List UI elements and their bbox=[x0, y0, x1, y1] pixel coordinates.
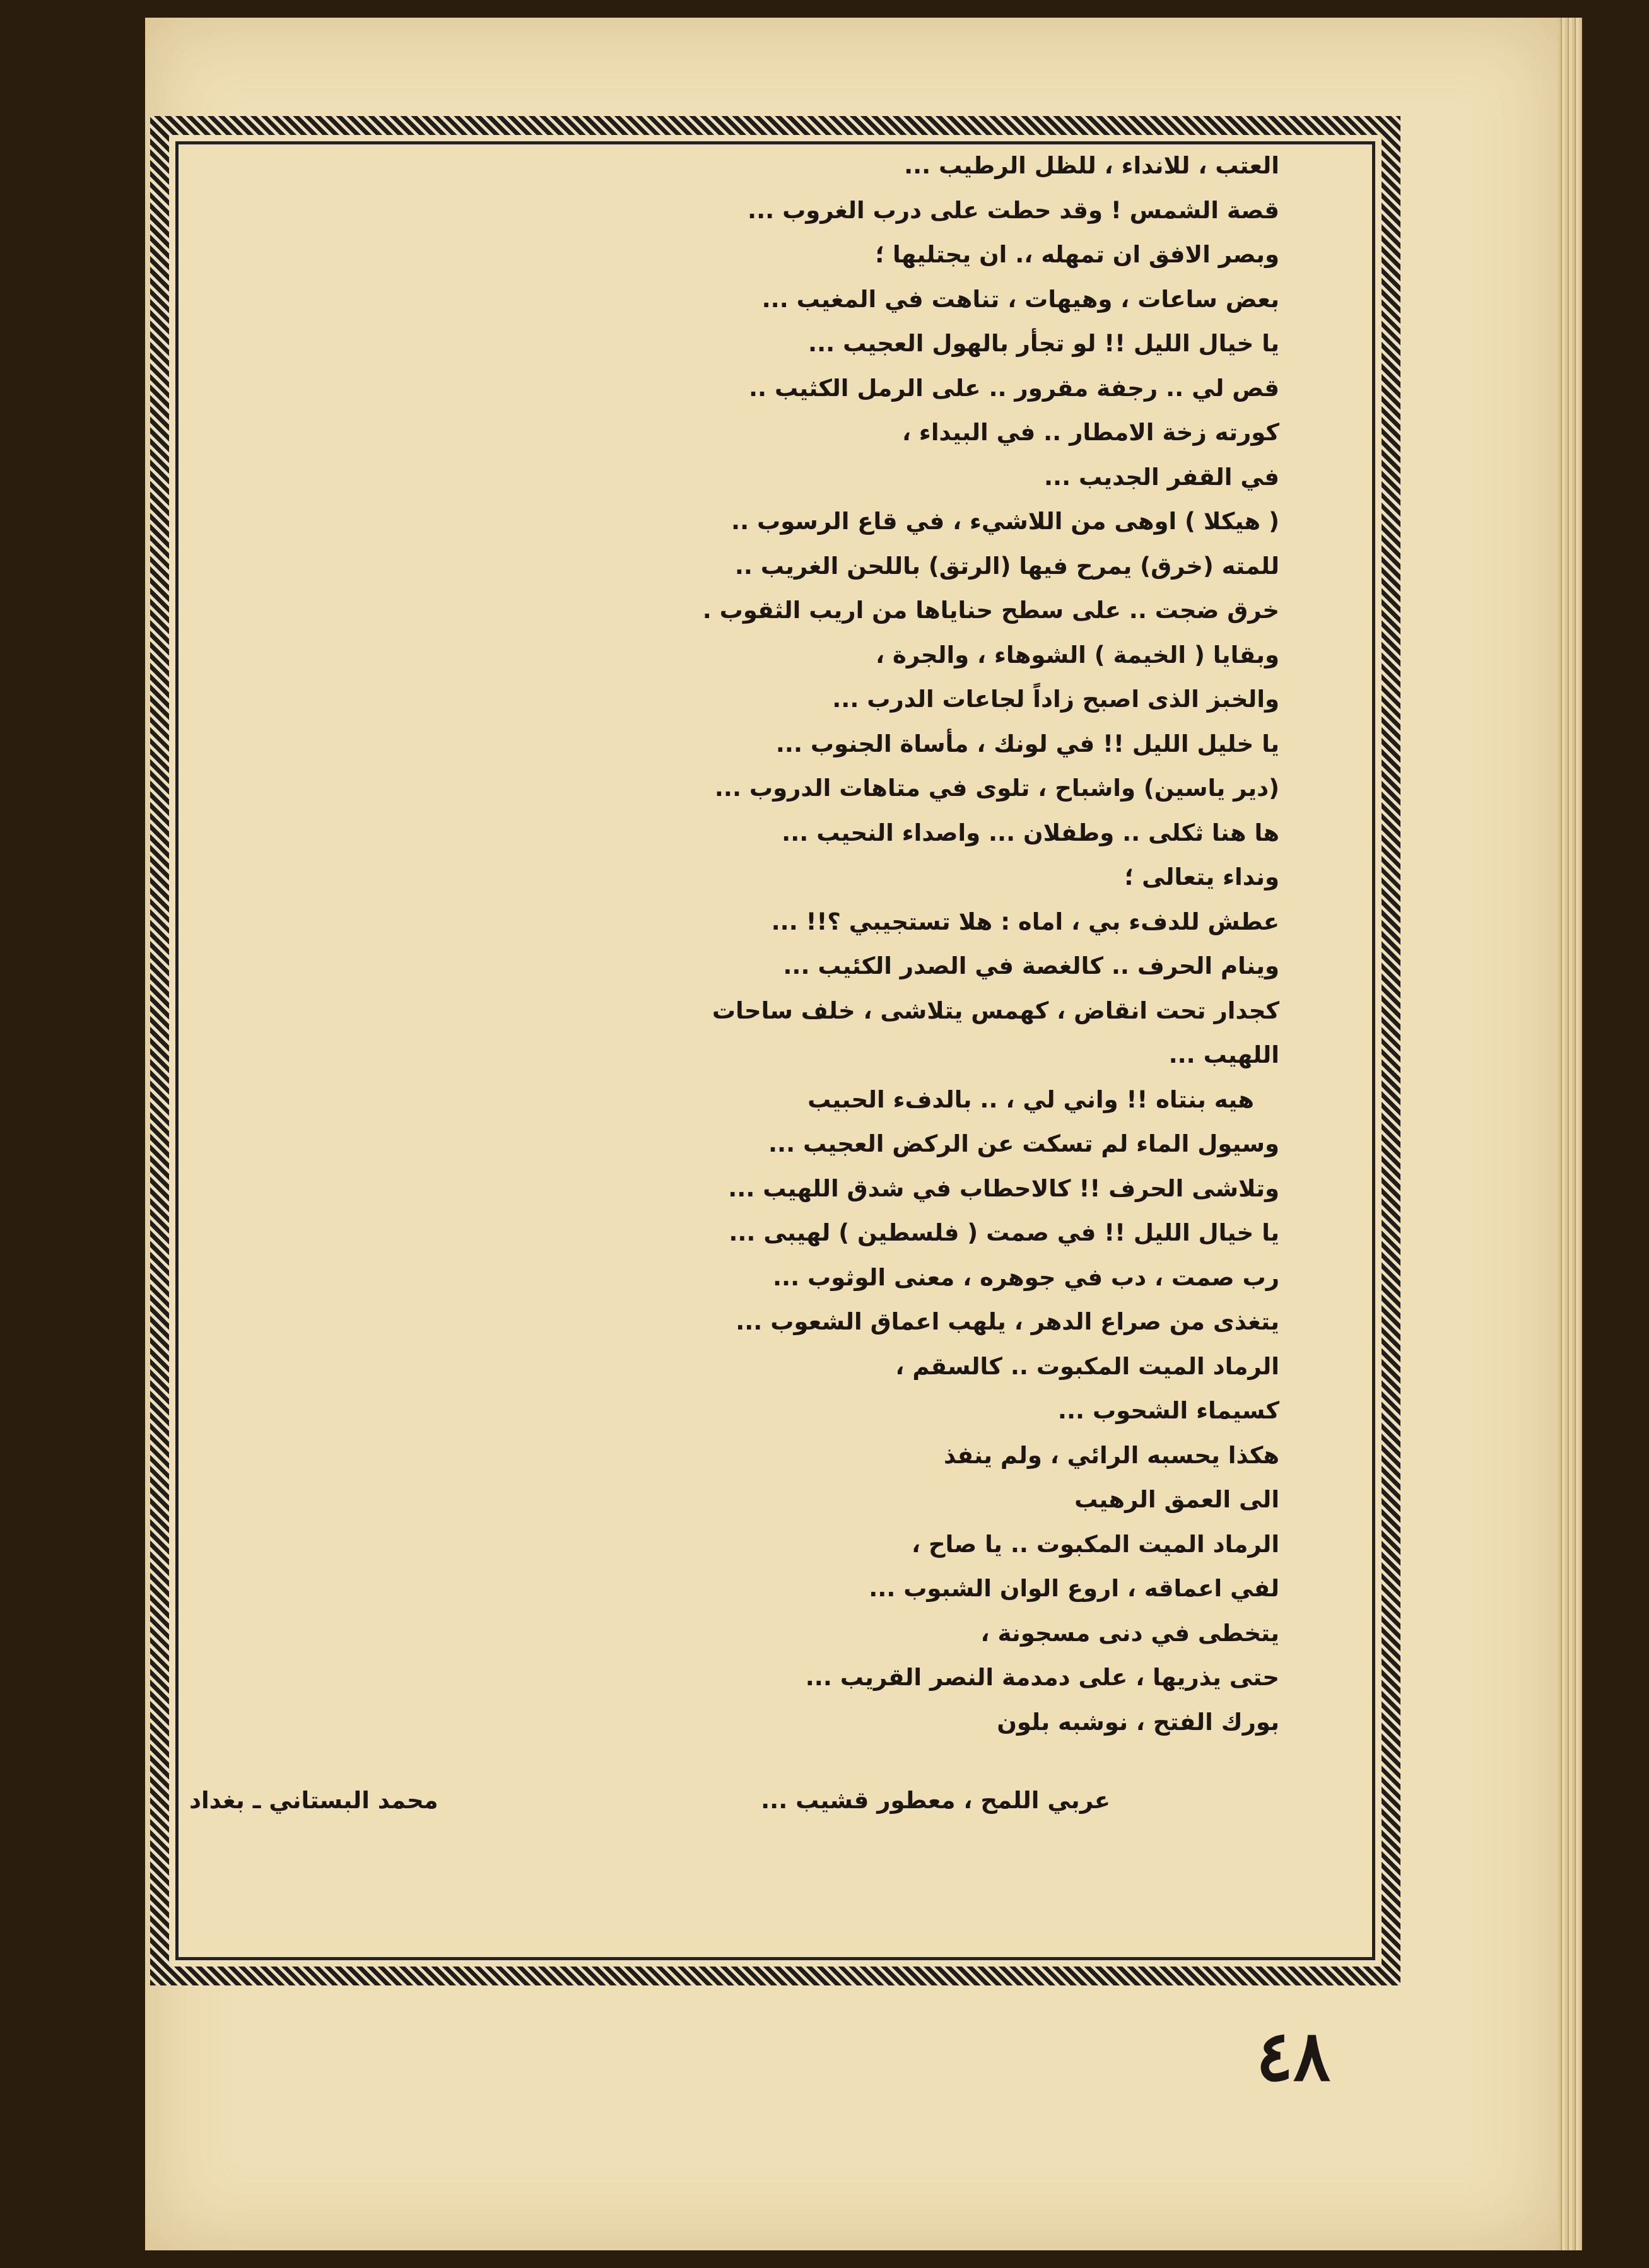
poem-line: يا خيال الليل !! لو تجأر بالهول العجيب ... bbox=[808, 330, 1279, 357]
poem-line: كسيماء الشحوب ... bbox=[1057, 1397, 1279, 1424]
poem-last-line: عربي اللمح ، معطور قشيب ... bbox=[761, 1787, 1110, 1814]
page-edges bbox=[1558, 18, 1582, 2250]
poem-line: وسيول الماء لم تسكت عن الركض العجيب ... bbox=[768, 1130, 1279, 1157]
poem-line: لفي اعماقه ، اروع الوان الشبوب ... bbox=[869, 1575, 1279, 1602]
poem-line: كورته زخة الامطار .. في البيداء ، bbox=[902, 419, 1279, 446]
poem-line: بورك الفتح ، نوشبه بلون bbox=[997, 1708, 1279, 1736]
poem-line: كجدار تحت انقاض ، كهمس يتلاشى ، خلف ساحات bbox=[712, 997, 1279, 1024]
poem-line: قصة الشمس ! وقد حطت على درب الغروب ... bbox=[748, 196, 1279, 224]
poem-line: ها هنا ثكلى .. وطفلان ... واصداء النحيب ... bbox=[782, 819, 1279, 846]
poem-line: للمته (خرق) يمرح فيها (الرتق) باللحن الغريب .. bbox=[734, 552, 1279, 580]
poem-line: بعض ساعات ، وهيهات ، تناهت في المغيب ... bbox=[761, 285, 1279, 313]
poem-line: عطش للدفء بي ، اماه : هلا تستجيبي ؟!! ... bbox=[771, 908, 1279, 935]
poem-line: هكذا يحسبه الرائي ، ولم ينفذ bbox=[944, 1441, 1279, 1469]
poem-line: وتلاشى الحرف !! كالاحطاب في شدق اللهيب ... bbox=[728, 1174, 1279, 1202]
poem-line: ونداء يتعالى ؛ bbox=[1124, 863, 1279, 891]
poem-line: ( هيكلا ) اوهى من اللاشيء ، في قاع الرسوب .. bbox=[731, 508, 1279, 535]
poem-line: الى العمق الرهيب bbox=[1074, 1486, 1279, 1513]
decorative-border bbox=[150, 116, 1400, 1985]
poem-line: حتى يذريها ، على دمدمة النصر القريب ... bbox=[805, 1664, 1279, 1691]
poem-line: خرق ضجت .. على سطح حناياها من اريب الثقوب . bbox=[702, 597, 1279, 624]
poem-line: في القفر الجديب ... bbox=[1044, 463, 1279, 491]
poem-line: قص لي .. رجفة مقرور .. على الرمل الكثيب .. bbox=[749, 374, 1279, 402]
poem-line: (دير ياسين) واشباح ، تلوى في متاهات الدروب ... bbox=[714, 775, 1279, 802]
closing-row bbox=[189, 1779, 1110, 1823]
poem-line: الرماد الميت المكبوت .. كالسقم ، bbox=[895, 1352, 1279, 1380]
poem-line: العتب ، للانداء ، للظل الرطيب ... bbox=[904, 152, 1279, 179]
poem-line: يا خليل الليل !! في لونك ، مأساة الجنوب ... bbox=[775, 730, 1279, 757]
poem-line: وبصر الافق ان تمهله ،. ان يجتليها ؛ bbox=[875, 241, 1279, 268]
poem-line: وبقايا ( الخيمة ) الشوهاء ، والجرة ، bbox=[876, 641, 1279, 669]
author-signature: محمد البستاني ـ بغداد bbox=[189, 1787, 438, 1814]
poem-line: يا خيال الليل !! في صمت ( فلسطين ) لهيبى ... bbox=[729, 1219, 1279, 1246]
poem-line: هيه بنتاه !! واني لي ، .. بالدفء الحبيب bbox=[807, 1085, 1254, 1113]
poem-line: وينام الحرف .. كالغصة في الصدر الكئيب ... bbox=[783, 952, 1279, 979]
poem-line: رب صمت ، دب في جوهره ، معنى الوثوب ... bbox=[773, 1263, 1279, 1291]
poem-line: الرماد الميت المكبوت .. يا صاح ، bbox=[912, 1530, 1279, 1558]
poem-line: يتغذى من صراع الدهر ، يلهب اعماق الشعوب ... bbox=[736, 1308, 1279, 1335]
poem-body bbox=[447, 144, 1279, 1745]
poem-line: اللهيب ... bbox=[1168, 1041, 1279, 1068]
poem-line: يتخطى في دنى مسجونة ، bbox=[980, 1619, 1279, 1647]
page-number: ٤٨ bbox=[1255, 2015, 1331, 2096]
poem-line: والخبز الذى اصبح زاداً لجاعات الدرب ... bbox=[832, 686, 1279, 713]
